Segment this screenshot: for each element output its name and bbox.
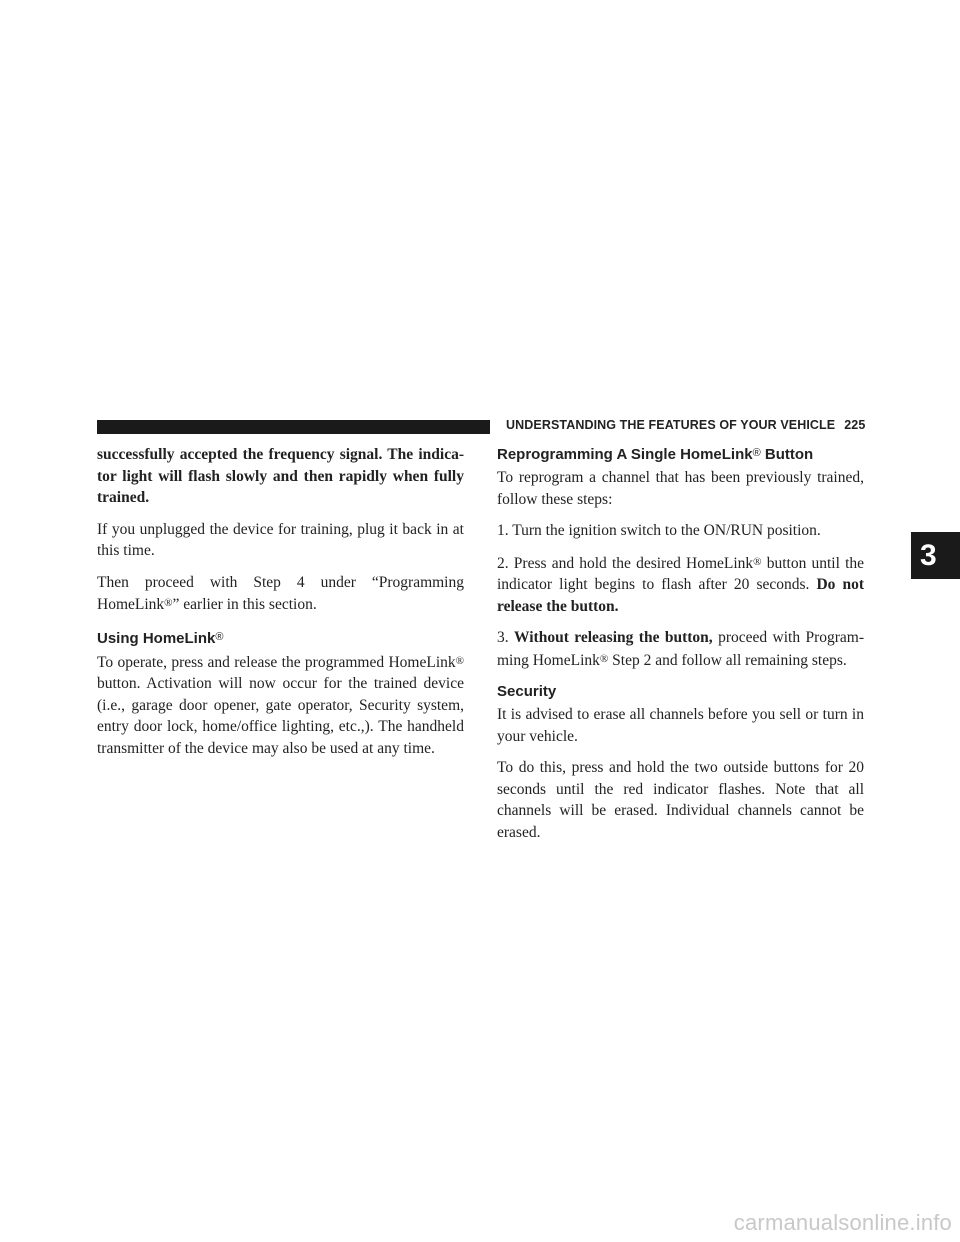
registered-mark: ® [215,630,224,643]
registered-mark: ® [752,447,761,459]
registered-mark: ® [599,652,609,665]
paragraph-proceed-step4: Then proceed with Step 4 under “Programming HomeLink®” earlier in this section. [97,573,464,613]
paragraph-operate: To operate, press and release the programmed HomeLink® button. Activation will now occur for the trained device (i.e., garage door opener, gate operator, Security system, entry door lock, home/office lighting, etc.,). The handheld transmitter of the device may also be used at any time. [97,653,464,757]
registered-mark: ® [164,597,173,609]
step-3: 3. Without releasing the button, proceed with Program- ming HomeLink® Step 2 and follow all remaining steps. [497,629,865,669]
paragraph-security-erase: It is advised to erase all channels before you sell or turn in your vehicle. [497,706,864,745]
right-column [497,444,864,853]
watermark: carmanualsonline.info [733,1210,952,1235]
registered-mark: ® [455,654,464,667]
paragraph-security-howto: To do this, press and hold the two outside buttons for 20 seconds until the red indicator flashes. Note that all channels will be erased. Individual channels cannot be erased. [497,759,864,841]
header-bar [97,420,490,434]
chapter-tab[interactable]: 3 [911,532,960,579]
step-2: 2. Press and hold the desired HomeLink® button until the indicator light begins to flash after 20 seconds. Do not release the button. [497,554,865,615]
running-header [506,418,865,432]
paragraph-reprogram-intro: To reprogram a channel that has been previously trained, follow these steps: [497,469,864,508]
heading-security: Security [497,683,557,700]
section-title: UNDERSTANDING THE FEATURES OF YOUR VEHICLE [506,418,836,432]
page-number: 225 [844,418,866,432]
paragraph-trained: successfully accepted the frequency signal. The indica- tor light will flash slowly and then rapidly when fully trained. [97,446,464,506]
registered-mark: ® [753,555,762,568]
step-1: 1. Turn the ignition switch to the ON/RUN position. [497,522,821,539]
heading-reprogramming: Reprogramming A Single HomeLink® Button [497,446,814,463]
paragraph-unplugged: If you unplugged the device for training, plug it back in at this time. [97,520,464,559]
left-column [97,444,464,769]
heading-using-homelink: Using HomeLink® [97,629,224,647]
